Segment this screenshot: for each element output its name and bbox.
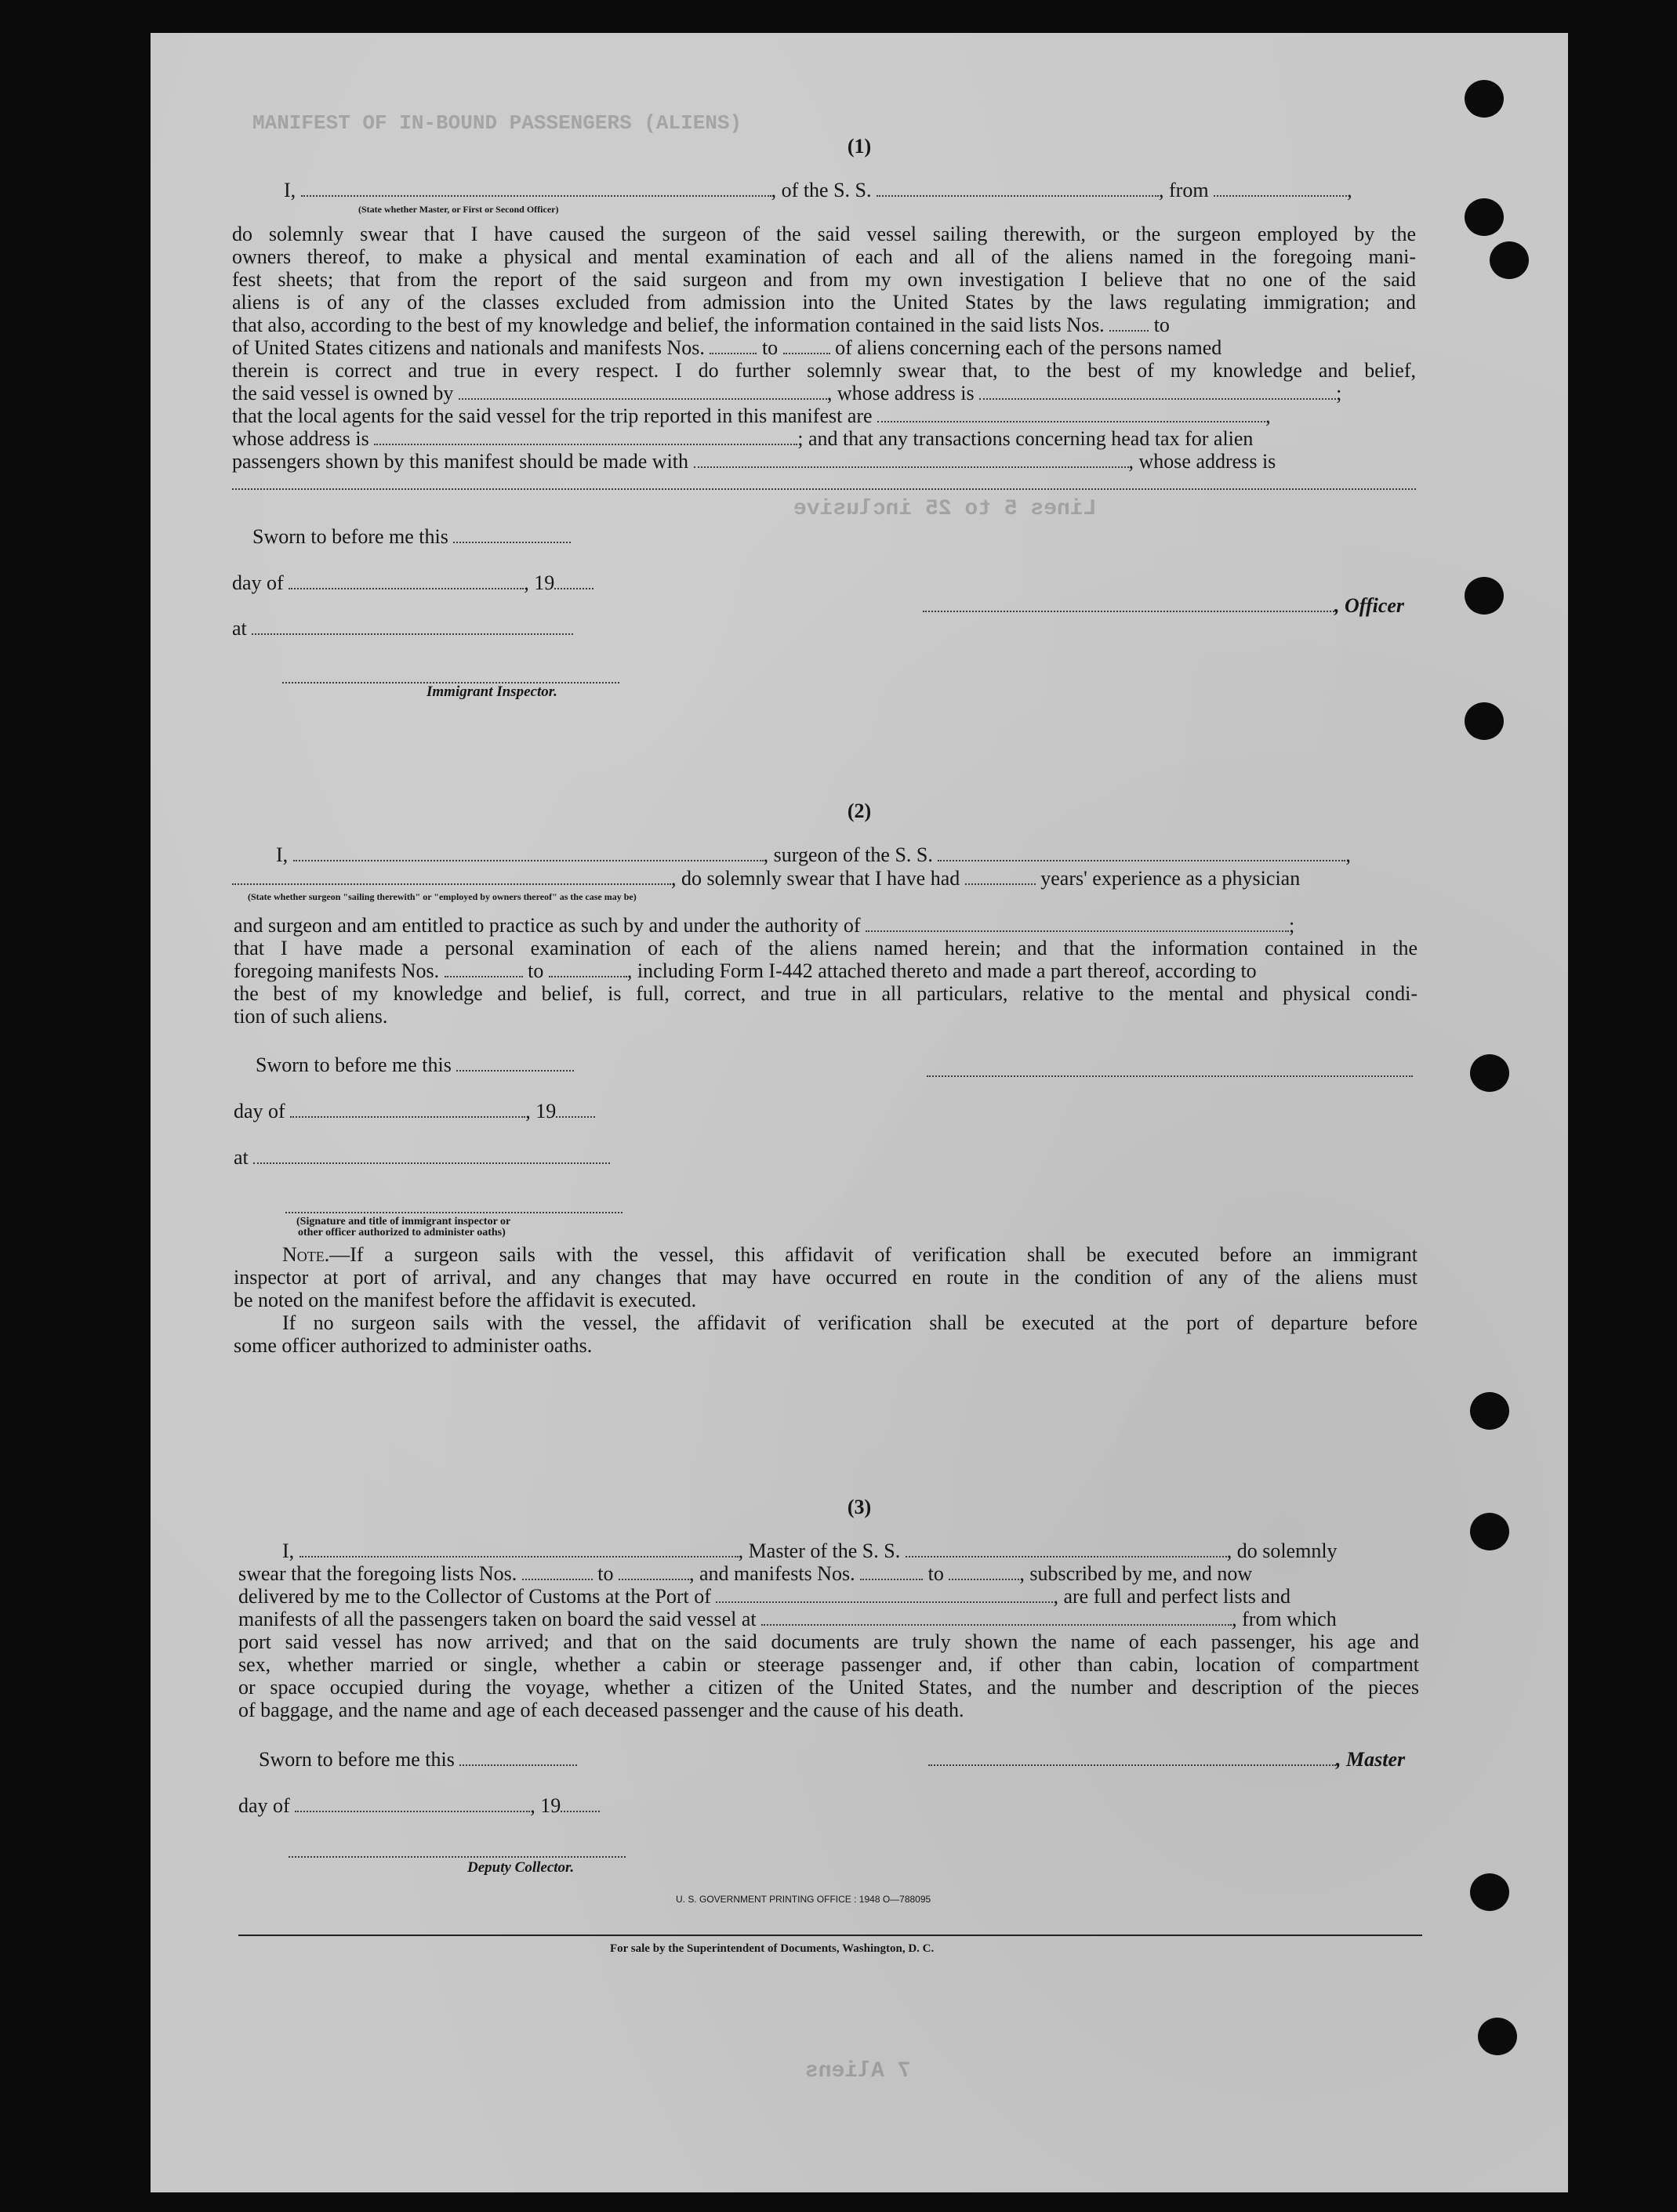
note-line-1	[282, 1243, 1417, 1266]
s2-line-6: the best of my knowledge and belief, is full, correct, and true in all particulars, relative to the mental and physical condi-	[234, 982, 1417, 1005]
s3-from-which-text: , from which	[1232, 1608, 1337, 1630]
alien-manifests-to-field[interactable]	[783, 339, 830, 354]
s1-at-label: at	[232, 617, 247, 640]
section-1-number: (1)	[847, 135, 872, 158]
s3-line-6: sex, whether married or single, whether a cabin or steerage passenger and, if other than cabin, location of compartment	[238, 1653, 1419, 1676]
note-label: Note.	[282, 1243, 330, 1266]
s3-manifests-from-field[interactable]	[860, 1565, 923, 1580]
s1-agents-label: that the local agents for the said vessel for the trip reported in this manifest are	[232, 404, 873, 427]
s1-head-tax-text: ; and that any transactions concerning head tax for alien	[797, 427, 1254, 450]
immigrant-inspector-label: Immigrant Inspector.	[427, 684, 557, 700]
s1-year-label: , 19	[524, 571, 555, 594]
s2-at-label: at	[234, 1146, 249, 1169]
citizen-lists-from-field[interactable]	[1109, 316, 1149, 332]
officer-caption: (State whether Master, or First or Second Officer)	[358, 204, 559, 215]
for-sale-line: For sale by the Superintendent of Documents, Washington, D. C.	[610, 1942, 935, 1955]
s1-line-10	[232, 404, 1271, 427]
s3-sworn-label: Sworn to before me this	[259, 1748, 455, 1771]
s1-at	[232, 617, 573, 640]
binder-hole-3	[1490, 241, 1529, 279]
s3-line-1	[282, 1539, 1338, 1562]
s1-i: I,	[284, 179, 296, 201]
s1-line-11	[232, 427, 1416, 450]
s1-day-of	[232, 571, 593, 594]
s3-line-7: or space occupied during the voyage, whether a citizen of the United States, and the number and description of the pieces	[238, 1676, 1419, 1699]
s2-line-7: tion of such aliens.	[234, 1005, 388, 1028]
s3-lists-from-field[interactable]	[522, 1565, 593, 1580]
s3-to-label-2: to	[927, 1562, 944, 1585]
alien-manifests-from-field[interactable]	[710, 339, 757, 354]
s1-owned-label: the said vessel is owned by	[232, 382, 454, 404]
s1-to2-label: to	[761, 336, 779, 359]
master-name-field[interactable]	[299, 1542, 739, 1557]
binder-hole-4	[1465, 577, 1504, 615]
s2-comma: ,	[1345, 843, 1351, 866]
binder-hole-10	[1478, 2018, 1517, 2055]
binder-hole-6	[1470, 1054, 1509, 1092]
s1-line-8: therein is correct and true in every respect. I do further solemnly swear that, to the best of my knowledge and belief,	[232, 359, 1416, 382]
s1-sworn	[252, 525, 571, 548]
s1-lists-text: that also, according to the best of my knowledge and belief, the information contained in the said lists Nos.	[232, 314, 1105, 336]
authority-field[interactable]	[866, 916, 1289, 932]
s1-day-of-label: day of	[232, 571, 284, 594]
binder-hole-2	[1465, 198, 1504, 236]
s2-line-5	[234, 959, 1257, 982]
s3-solemnly-text: , do solemnly	[1226, 1539, 1338, 1562]
s1-from-label: , from	[1159, 179, 1209, 201]
binder-hole-1	[1465, 80, 1504, 118]
s3-to-label-1: to	[597, 1562, 614, 1585]
s1-line-12	[232, 450, 1276, 473]
s3-day-of	[238, 1794, 600, 1817]
binder-hole-5	[1465, 702, 1504, 740]
s3-manifests-label: , and manifests Nos.	[689, 1562, 855, 1585]
s2-year-label: , 19	[525, 1100, 557, 1122]
binder-hole-7	[1470, 1392, 1509, 1430]
s2-authority-label: and surgeon and am entitled to practice as such by and under the authority of	[234, 914, 861, 937]
s1-ss-label: , of the S. S.	[771, 179, 872, 201]
s2-inspector-signature-field[interactable]	[285, 1198, 623, 1213]
s1-to-label: to	[1153, 314, 1170, 336]
binder-hole-8	[1470, 1513, 1509, 1550]
printing-office-line: U. S. GOVERNMENT PRINTING OFFICE : 1948 O—788095	[676, 1894, 931, 1905]
note-text-1: —If a surgeon sails with the vessel, this affidavit of verification shall be executed before an immigrant	[329, 1243, 1417, 1266]
s3-line-3	[238, 1585, 1290, 1608]
years-experience-field[interactable]	[965, 869, 1036, 885]
s2-to-label: to	[528, 959, 544, 982]
s3-line-2	[238, 1562, 1252, 1585]
s2-at-field[interactable]	[253, 1148, 610, 1164]
surgeon-caption: (State whether surgeon "sailing therewith" or "employed by owners thereof" as the case may be)	[248, 891, 637, 902]
s1-comma2: ,	[1265, 404, 1271, 427]
s3-year-label: , 19	[530, 1794, 561, 1817]
s2-sworn	[256, 1053, 574, 1076]
s1-line-2: do solemnly swear that I have caused the surgeon of the said vessel sailing therewith, or the surgeon employed by the	[232, 223, 1416, 245]
section-3-number: (3)	[847, 1496, 872, 1518]
s1-line-4: fest sheets; that from the report of the said surgeon and from my own investigation I believe that no one of the said	[232, 268, 1416, 291]
s2-signature-caption-1: (Signature and title of immigrant inspector or	[296, 1216, 511, 1227]
departure-port-field[interactable]	[1214, 181, 1347, 197]
s1-line-7	[232, 336, 1221, 359]
s3-day-of-label: day of	[238, 1794, 290, 1817]
boarding-port-field[interactable]	[761, 1610, 1232, 1626]
s2-line-4: that I have made a personal examination of each of the aliens named herein; and that the information contained in the	[234, 937, 1417, 959]
s3-year-field[interactable]	[561, 1797, 600, 1812]
s2-day-of	[234, 1100, 595, 1122]
s3-sworn-date-field[interactable]	[459, 1750, 577, 1766]
bleed-through-lines-note: Lines 5 to 25 inclusive	[793, 497, 1097, 521]
officer-signature-field[interactable]	[923, 597, 1334, 612]
s2-vessel-field[interactable]	[938, 846, 1345, 861]
deputy-collector-label: Deputy Collector.	[467, 1859, 575, 1876]
s2-ss-label: , surgeon of the S. S.	[763, 843, 933, 866]
binder-hole-9	[1470, 1873, 1509, 1911]
s2-signature-caption-2: other officer authorized to administer oaths)	[298, 1227, 506, 1238]
s1-agent-address-label: whose address is	[232, 427, 369, 450]
s2-line-2	[232, 867, 1300, 890]
s3-master-signature	[928, 1748, 1405, 1771]
bleed-through-header: MANIFEST OF IN-BOUND PASSENGERS (ALIENS)	[252, 111, 742, 135]
s1-line-3: owners thereof, to make a physical and mental examination of each and all of the aliens named in the foregoing mani-	[232, 245, 1416, 268]
s3-sworn	[259, 1748, 577, 1771]
s1-semicolon: ;	[1336, 382, 1342, 404]
inspector-signature-field[interactable]	[282, 668, 619, 684]
owner-address-field[interactable]	[979, 384, 1336, 400]
s1-line-9	[232, 382, 1341, 404]
s2-form-text: , including Form I-442 attached thereto and made a part thereof, according to	[626, 959, 1257, 982]
manifest-page	[151, 33, 1568, 2192]
bleed-through-aliens-note: 7 Aliens	[805, 2059, 911, 2083]
s2-line-1	[276, 843, 1351, 866]
collector-signature-field[interactable]	[289, 1842, 626, 1858]
s3-master-ss-label: , Master of the S. S.	[738, 1539, 901, 1562]
customs-port-field[interactable]	[716, 1587, 1053, 1603]
note-line-4: If no surgeon sails with the vessel, the affidavit of verification shall be executed at the port of departure before	[282, 1311, 1417, 1334]
s1-transactions-label: passengers shown by this manifest should be made with	[232, 450, 689, 473]
s2-years-text: years' experience as a physician	[1040, 867, 1301, 890]
s3-day-field[interactable]	[295, 1797, 530, 1812]
s2-day-of-label: day of	[234, 1100, 285, 1122]
vessel-name-field[interactable]	[877, 181, 1159, 197]
s1-manifests-label: of United States citizens and nationals and manifests Nos.	[232, 336, 705, 359]
s2-manifests-from-field[interactable]	[445, 962, 523, 977]
s1-sworn-label: Sworn to before me this	[252, 525, 448, 548]
s1-sworn-date-field[interactable]	[453, 528, 571, 543]
s1-line-1	[284, 179, 1352, 201]
s2-sworn-label: Sworn to before me this	[256, 1053, 452, 1076]
s3-manifests-to-field[interactable]	[949, 1565, 1019, 1580]
s1-day-field[interactable]	[289, 574, 524, 589]
s2-swear-text: , do solemnly swear that I have had	[671, 867, 960, 890]
s2-manifests-to-field[interactable]	[549, 962, 627, 977]
officer-name-field[interactable]	[301, 181, 771, 197]
s2-day-field[interactable]	[290, 1102, 525, 1118]
s1-contact-address-label: , whose address is	[1128, 450, 1276, 473]
s2-i: I,	[276, 843, 289, 866]
note-line-2: inspector at port of arrival, and any changes that may have occurred en route in the condition of any of the aliens must	[234, 1266, 1417, 1289]
surgeon-name-field[interactable]	[293, 846, 764, 861]
s1-comma: ,	[1347, 179, 1352, 201]
s3-lists-to-field[interactable]	[619, 1565, 689, 1580]
s3-subscribed-text: , subscribed by me, and now	[1019, 1562, 1253, 1585]
surgeon-status-field[interactable]	[232, 869, 671, 885]
agent-address-field[interactable]	[374, 430, 797, 445]
head-tax-contact-field[interactable]	[694, 452, 1129, 468]
note-line-3: be noted on the manifest before the affidavit is executed.	[234, 1289, 697, 1311]
contact-address-field[interactable]	[232, 474, 1416, 490]
s3-line-5: port said vessel has now arrived; and that on the said documents are truly shown the name of each passenger, his age and	[238, 1630, 1419, 1653]
s2-at	[234, 1146, 610, 1169]
s3-full-lists-text: , are full and perfect lists and	[1053, 1585, 1290, 1608]
s3-boarded-label: manifests of all the passengers taken on board the said vessel at	[238, 1608, 757, 1630]
s3-port-label: delivered by me to the Collector of Customs at the Port of	[238, 1585, 711, 1608]
s2-semicolon: ;	[1289, 914, 1295, 937]
footer-rule	[238, 1935, 1422, 1936]
s1-aliens-text: of aliens concerning each of the persons named	[835, 336, 1222, 359]
s1-line-6	[232, 314, 1416, 336]
s3-vessel-field[interactable]	[906, 1542, 1227, 1557]
s1-at-field[interactable]	[252, 619, 573, 635]
section-2-number: (2)	[847, 800, 872, 822]
s2-line-3	[234, 914, 1294, 937]
s3-line-8: of baggage, and the name and age of each deceased passenger and the cause of his death.	[238, 1699, 964, 1721]
s2-year-field[interactable]	[556, 1102, 595, 1118]
vessel-owner-field[interactable]	[459, 384, 827, 400]
s2-manifests-label: foregoing manifests Nos.	[234, 959, 440, 982]
master-signature-field[interactable]	[928, 1750, 1336, 1766]
note-line-5: some officer authorized to administer oaths.	[234, 1334, 593, 1357]
officer-label: , Officer	[1334, 594, 1405, 617]
s1-year-field[interactable]	[554, 574, 593, 589]
s1-line-5: aliens is of any of the classes excluded from admission into the United States by the laws regulating immigration; and	[232, 291, 1416, 314]
s3-lists-label: swear that the foregoing lists Nos.	[238, 1562, 517, 1585]
master-label: , Master	[1336, 1748, 1406, 1771]
s1-owner-address-label: , whose address is	[826, 382, 975, 404]
s1-officer-signature	[923, 594, 1404, 617]
s3-line-4	[238, 1608, 1337, 1630]
s2-sworn-date-field[interactable]	[456, 1056, 574, 1072]
surgeon-signature-field[interactable]	[927, 1061, 1413, 1077]
s3-i: I,	[282, 1539, 295, 1562]
local-agents-field[interactable]	[877, 407, 1265, 422]
